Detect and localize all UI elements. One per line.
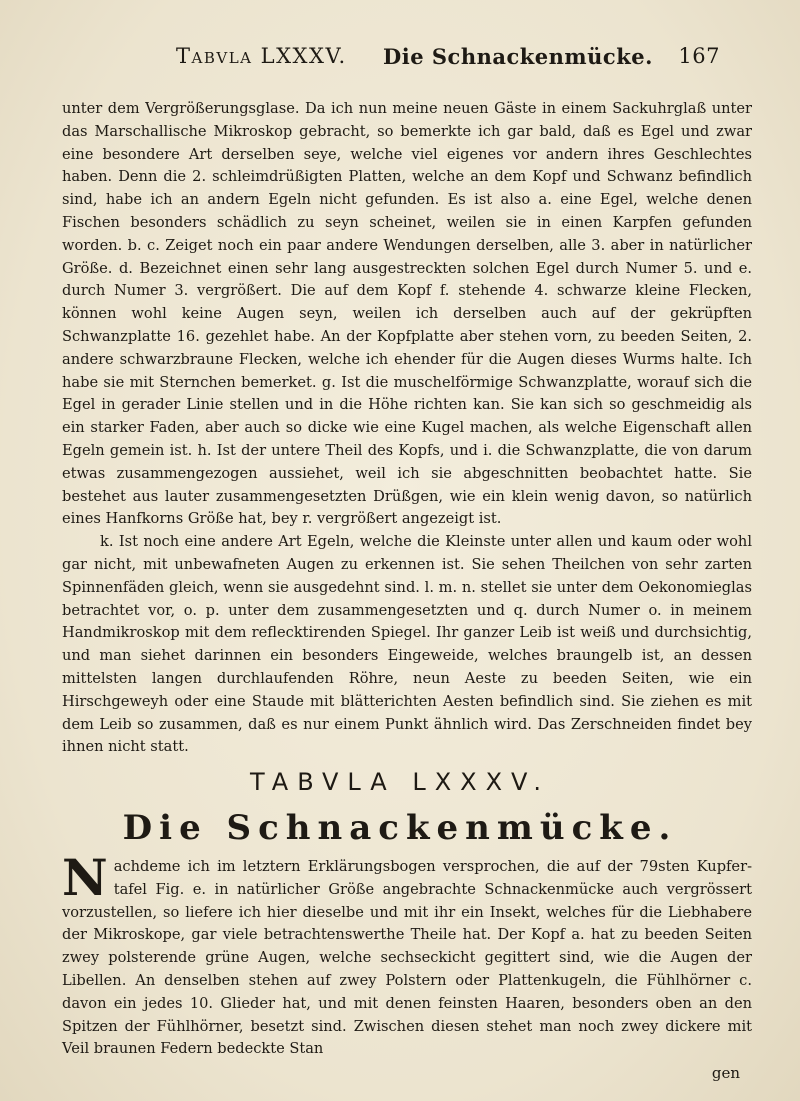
- paragraph-2: k. Ist noch eine andere Art Egeln, welche die Kleinste unter allen und kaum oder wohl gar nicht, mit unbewafneten Augen zu erkennen ist. Sie sehen Theilchen von sehr zarten Spinnenfäden gleich, wenn sie ausgedehnt sind. l. m. n. stellet sie unter dem Oekonomieglas betrachtet vor, o. p. unter dem zusammengesetzten und q. durch Numer o. in meinem Handmikroskop mit dem reflecktirenden Spiegel. Ihr ganzer Leib ist weiß und durchsichtig, und man siehet darinnen ein besonders Eingeweide, welches braungelb ist, an dessen mittelsten langen durchlaufenden Röhre, neun Aeste zu beeden Seiten, wie ein Hirschgeweyh oder eine Staude mit blätterichten Aesten befindlich sind. Sie ziehen es mit dem Leib so zusammen, daß es nur einem Punkt ähnlich wird. Das Zerschneiden findet bey ihnen nicht statt.: [62, 533, 752, 756]
- section-plate-heading: TABVLA LXXXV.: [250, 768, 550, 796]
- section-paragraph: [62, 848, 752, 1061]
- running-header: [176, 44, 736, 84]
- paragraph-1: unter dem Vergrößerungsglase. Da ich nun meine neuen Gäste in einem Sackuhrglaß unter das Marschallische Mikroskop gebracht, so bemerkte ich gar bald, daß es Egel und zwar eine besondere Art derselben seye, welche viel eigenes vor andern ihres Geschlechtes haben. Denn die 2. schleimdrüßigten Platten, welche an dem Kopf und Schwanz befindlich sind, habe ich an andern Egeln nicht gefunden. Es ist also a. eine Egel, welche denen Fischen besonders schädlich zu seyn scheinet, weilen sie in einen Karpfen gefunden worden. b. c. Zeiget noch ein paar andere Wendungen derselben, alle 3. aber in natürlicher Größe. d. Bezeichnet einen sehr lang ausgestreckten solchen Egel durch Numer 5. und e. durch Numer 3. vergrößert. Die auf dem Kopf f. stehende 4. schwarze kleine Flecken, können wohl keine Augen seyn, weilen ich derselben auch auf der gekrüpften Schwanzplatte 16. gezehlet habe. An der Kopfplatte aber stehen vorn, zu beeden Seiten, 2. andere schwarzbraune Flecken, welche ich ehender für die Augen dieses Wurms halte. Ich habe sie mit Sternchen bemerket. g. Ist die muschelförmige Schwanzplatte, worauf sich die Egel in gerader Linie stellen und in die Höhe richten kan. Sie kan sich so geschmeidig als ein starker Faden, aber auch so dicke wie eine Kugel machen, als welche Eigenschaft allen Egeln gemein ist. h. Ist der untere Theil des Kopfs, und i. die Schwanzplatte, die von darum etwas zusammengezogen aussiehet, weil ich sie abgeschnitten beobachtet hatte. Sie bestehet aus lauter zusammengesetzten Drüßgen, wie ein klein wenig davon, so natürlich eines Hanfkorns Größe hat, bey r. vergrößert angezeigt ist.: [62, 100, 752, 528]
- page-number: 167: [678, 44, 720, 68]
- section-body-text: [62, 848, 752, 1061]
- catchword: gen: [711, 1064, 740, 1082]
- drop-cap: N: [62, 848, 108, 907]
- plate-label: Tabvla LXXXV.: [176, 44, 347, 68]
- section-paragraph-text: achdeme ich im letztern Erklärungsbogen versprochen, die auf der 79sten Kupfertafel Fig. e. in natürlicher Größe angebrachte Schnackenmücke auch vergrössert vorzustellen, so liefere ich hier dieselbe und mit ihr ein Insekt, welches für die Liebhabere der Mikroskope, gar viele betrachtenswerthe Theile hat. Der Kopf a. hat zu beeden Seiten zwey polsterende grüne Augen, welche sechseckicht gegittert sind, wie die Augen der Libellen. An denselben stehen auf zwey Polstern oder Plattenkugeln, die Fühlhörner c. davon ein jedes 10. Glieder hat, und mit denen feinsten Haaren, besonders oben an den Spitzen der Fühlhörner, besetzt sind. Zwischen diesen stehet man noch zwey dickere mit Veil braunen Federn bedeckte Stan: [62, 858, 752, 1058]
- body-text: [62, 98, 752, 759]
- page-title: Die Schnackenmücke.: [383, 44, 653, 69]
- section-title: Die Schnackenmücke.: [122, 808, 678, 848]
